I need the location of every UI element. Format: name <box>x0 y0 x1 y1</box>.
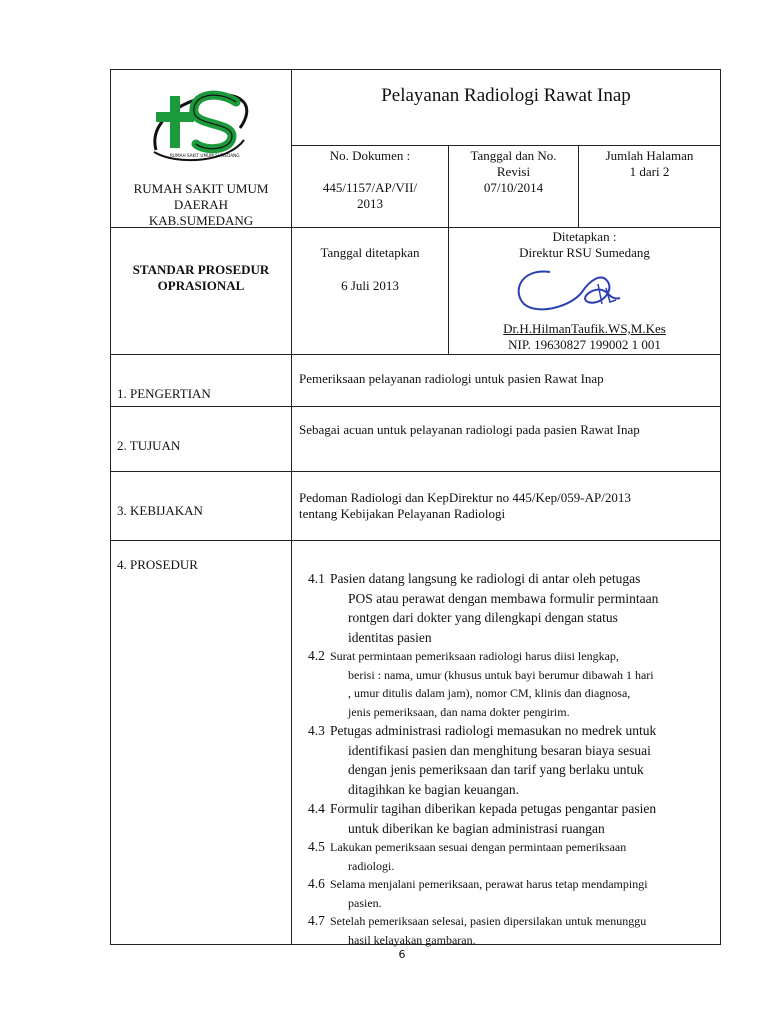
page-count-label: Jumlah Halaman <box>605 148 694 163</box>
procedure-item-4-6 <box>308 875 713 912</box>
procedure-text: Lakukan pemeriksaan sesuai dengan permintaan pemeriksaan <box>330 840 627 854</box>
rsu-sumedang-logo-icon <box>148 88 258 168</box>
page-count-cell <box>579 148 720 180</box>
signer-block <box>449 321 720 353</box>
director-signature <box>510 262 630 322</box>
doc-number-value: 445/1157/AP/VII/ <box>322 180 418 195</box>
kebijakan-line-1: Pedoman Radiologi dan KepDirektur no 445/Kep/059-AP/2013 <box>299 490 631 505</box>
hospital-name <box>111 181 291 229</box>
procedure-text: ditagihkan ke bagian keuangan. <box>348 781 519 797</box>
procedure-text: identitas pasien <box>348 629 432 645</box>
procedure-item-4-4 <box>308 799 713 838</box>
section-label-pengertian: 1. PENGERTIAN <box>117 386 211 401</box>
procedure-item-4-5 <box>308 838 713 875</box>
sop-title-line-1: STANDAR PROSEDUR <box>132 262 270 277</box>
section-label-kebijakan: 3. KEBIJAKAN <box>117 503 203 518</box>
procedure-list <box>308 569 713 949</box>
table-line-row1-bottom <box>110 406 721 407</box>
hospital-name-line-1: RUMAH SAKIT UMUM <box>133 181 269 196</box>
procedure-text: dengan jenis pemeriksaan dan tarif yang berlaku untuk <box>348 762 644 777</box>
table-line-row3-bottom <box>110 540 721 541</box>
procedure-number: 4.5 <box>308 839 325 854</box>
revision-label-2: Revisi <box>496 164 531 179</box>
doc-number-value-2: 2013 <box>357 196 383 211</box>
approval-role: Direktur RSU Sumedang <box>519 245 650 260</box>
procedure-text: Surat permintaan pemeriksaan radiologi harus diisi lengkap, <box>330 649 619 663</box>
section-content-kebijakan <box>299 490 719 522</box>
signature-icon <box>510 262 630 322</box>
svg-text:RUMAH SAKIT UMUM SUMEDANG: RUMAH SAKIT UMUM SUMEDANG <box>170 153 240 158</box>
doc-number-label: No. Dokumen : <box>329 148 411 163</box>
approval-label: Ditetapkan : <box>552 229 617 244</box>
procedure-number: 4.6 <box>308 876 325 891</box>
procedure-text: pasien. <box>348 895 382 910</box>
sop-title-line-2: OPRASIONAL <box>157 278 245 293</box>
procedure-item-4-1 <box>308 569 713 647</box>
signer-nip: NIP. 19630827 199002 1 001 <box>508 337 661 352</box>
procedure-text: , umur ditulis dalam jam), nomor CM, klinis dan diagnosa, <box>348 686 631 700</box>
revision-value: 07/10/2014 <box>483 180 544 195</box>
procedure-text: hasil kelayakan gambaran. <box>348 932 476 947</box>
procedure-text: untuk diberikan ke bagian administrasi ruangan <box>348 820 605 836</box>
table-line-title-bottom <box>291 145 721 146</box>
procedure-text: Petugas administrasi radiologi memasukan no medrek untuk <box>330 723 657 738</box>
doc-number-cell <box>292 148 448 212</box>
approval-cell <box>449 229 720 261</box>
procedure-item-4-3 <box>308 721 713 799</box>
page-count-value: 1 dari 2 <box>629 164 670 179</box>
procedure-text: Pasien datang langsung ke radiologi di antar oleh petugas <box>330 571 641 586</box>
procedure-item-4-7 <box>308 912 713 949</box>
section-label-tujuan: 2. TUJUAN <box>117 438 181 453</box>
table-border-right <box>720 69 721 945</box>
date-set-value: 6 Juli 2013 <box>341 278 399 293</box>
procedure-text: radiologi. <box>348 858 395 873</box>
table-border-top <box>110 69 721 70</box>
procedure-text: Setelah pemeriksaan selesai, pasien dipersilakan untuk menunggu <box>330 914 647 928</box>
hospital-logo <box>148 88 258 168</box>
procedure-text: rontgen dari dokter yang dilengkapi dengan status <box>348 610 618 625</box>
procedure-text: Selama menjalani pemeriksaan, perawat harus tetap mendampingi <box>330 877 648 891</box>
revision-cell <box>449 148 578 196</box>
procedure-text: POS atau perawat dengan membawa formulir permintaan <box>348 590 659 606</box>
procedure-number: 4.2 <box>308 648 325 663</box>
procedure-number: 4.1 <box>308 571 325 586</box>
procedure-text: Formulir tagihan diberikan kepada petugas pengantar pasien <box>330 801 657 816</box>
hospital-name-line-3: KAB.SUMEDANG <box>148 213 254 228</box>
table-line-row2-bottom <box>110 471 721 472</box>
procedure-text: berisi : nama, umur (khusus untuk bayi berumur dibawah 1 hari <box>348 667 654 682</box>
procedure-text: identifikasi pasien dan menghitung besaran biaya sesuai <box>348 742 651 758</box>
hospital-name-line-2: DAERAH <box>173 197 229 212</box>
procedure-item-4-2 <box>308 647 713 721</box>
document-title: Pelayanan Radiologi Rawat Inap <box>381 85 631 106</box>
sop-title <box>111 262 291 294</box>
procedure-number: 4.4 <box>308 801 325 816</box>
page-number: 6 <box>398 948 406 961</box>
section-content-pengertian: Pemeriksaan pelayanan radiologi untuk pasien Rawat Inap <box>299 371 604 386</box>
section-label-prosedur: 4. PROSEDUR <box>117 557 198 572</box>
date-set-label: Tanggal ditetapkan <box>320 245 420 260</box>
revision-label-1: Tanggal dan No. <box>470 148 557 163</box>
signer-name: Dr.H.HilmanTaufik.WS,M.Kes <box>503 321 666 336</box>
section-content-tujuan: Sebagai acuan untuk pelayanan radiologi pada pasien Rawat Inap <box>299 422 640 437</box>
procedure-number: 4.3 <box>308 723 325 738</box>
procedure-text: jenis pemeriksaan, dan nama dokter pengirim. <box>348 704 570 719</box>
kebijakan-line-2: tentang Kebijakan Pelayanan Radiologi <box>299 506 506 521</box>
table-line-sop-bottom <box>110 354 721 355</box>
procedure-number: 4.7 <box>308 913 325 928</box>
